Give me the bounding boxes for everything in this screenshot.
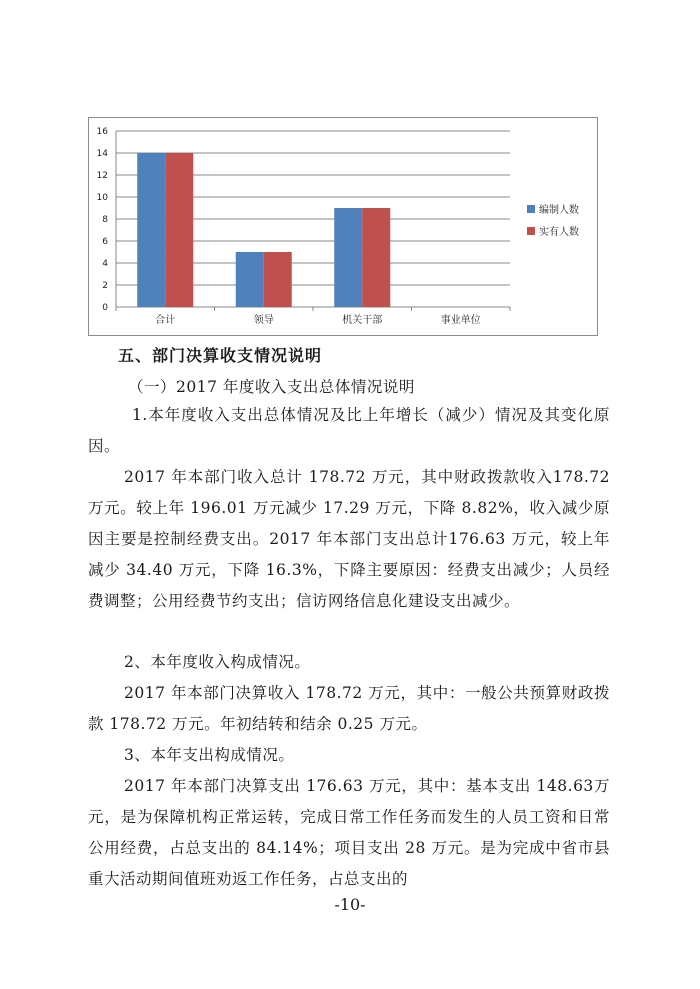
paragraph-income-structure: 2017 年本部门决算收入 178.72 万元，其中：一般公共预算财政拨款 178.72 万元。年初结转和结余 0.25 万元。 xyxy=(88,684,610,733)
paragraph-expense-structure: 2017 年本部门决算支出 176.63 万元，其中：基本支出 148.63万元，是为保障机构正常运转，完成日常工作任务而发生的人员工资和日常公用经费，占总支出的 84.14%；项目支出 28 万元。是为完成中省市县重大活动期间值班劝返工作任务，占总支出的 xyxy=(88,777,610,888)
x-category-label: 机关干部 xyxy=(342,315,383,326)
paragraph-overview-title: 1.本年度收入支出总体情况及比上年增长（减少）情况及其变化原因。 xyxy=(88,406,610,455)
y-tick-label: 16 xyxy=(96,127,108,137)
legend-label: 实有人数 xyxy=(539,227,579,238)
bar-actual xyxy=(362,208,390,307)
y-tick-label: 2 xyxy=(102,281,108,291)
staffing-bar-chart xyxy=(88,117,598,336)
legend-swatch xyxy=(527,227,535,235)
y-tick-label: 4 xyxy=(102,259,108,269)
subsection-heading: （一）2017 年度收入支出总体情况说明 xyxy=(128,378,415,396)
x-category-label: 合计 xyxy=(155,315,176,326)
section-heading: 五、部门决算收支情况说明 xyxy=(118,346,323,365)
bar-authorized xyxy=(236,252,264,307)
legend-swatch xyxy=(527,205,535,213)
bar-authorized xyxy=(334,208,362,307)
bar-actual xyxy=(264,252,292,307)
y-tick-label: 10 xyxy=(96,193,108,203)
paragraph-income-structure-title: 2、本年度收入构成情况。 xyxy=(124,653,311,671)
x-category-label: 事业单位 xyxy=(440,315,481,326)
y-tick-label: 12 xyxy=(96,171,108,181)
bar-authorized xyxy=(137,153,165,307)
y-tick-label: 14 xyxy=(96,149,108,159)
y-tick-label: 8 xyxy=(102,215,108,225)
x-category-label: 领导 xyxy=(253,315,274,326)
chart-canvas xyxy=(89,118,599,337)
legend-label: 编制人数 xyxy=(539,205,579,216)
bar-actual xyxy=(165,153,193,307)
paragraph-income-expense-summary: 2017 年本部门收入总计 178.72 万元，其中财政拨款收入178.72 万元。较上年 196.01 万元减少 17.29 万元，下降 8.82%，收入减少原因主要是控制经费支出。2017 年本部门支出总计176.63 万元，较上年减少 34.40 万元，下降 16.3%，下降主要原因：经费支出减少；人员经费调整；公用经费节约支出；信访网络信息化建设支出减少。 xyxy=(88,468,610,610)
page-number: -10- xyxy=(334,895,366,914)
y-tick-label: 6 xyxy=(102,237,108,247)
paragraph-expense-structure-title: 3、本年支出构成情况。 xyxy=(124,746,295,764)
y-tick-label: 0 xyxy=(102,303,108,313)
